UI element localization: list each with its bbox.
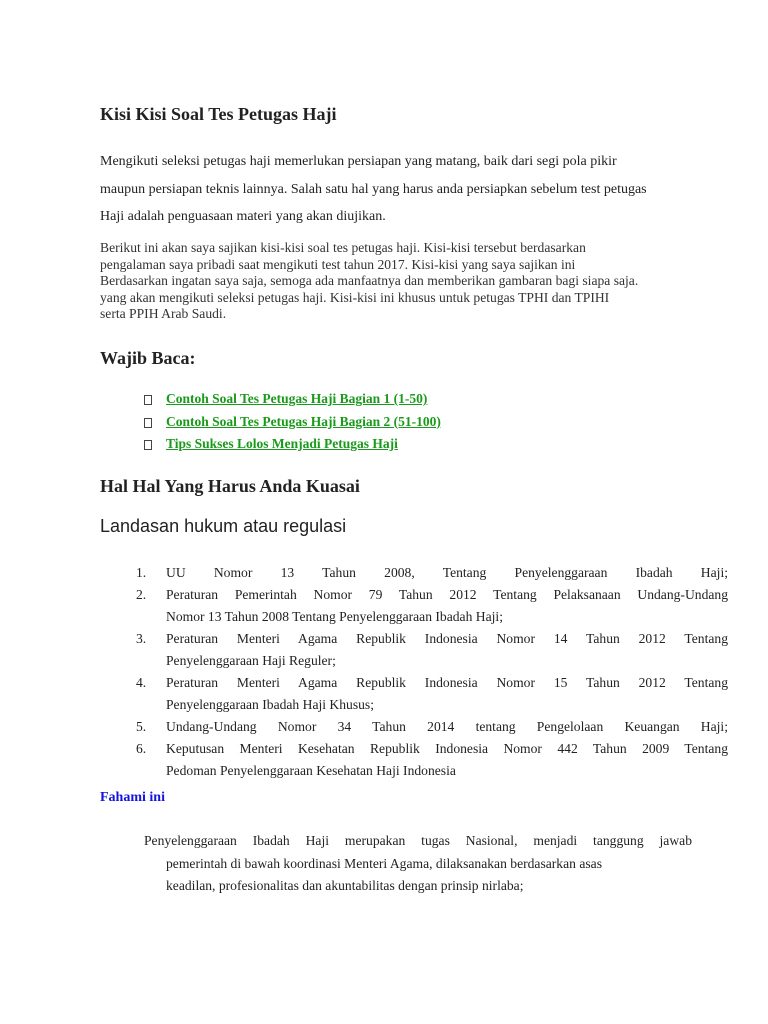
link-contoh-soal-bagian-2[interactable]: Contoh Soal Tes Petugas Haji Bagian 2 (51-100) <box>166 413 441 429</box>
wajib-baca-heading: Wajib Baca: <box>100 348 196 368</box>
intro-line: Haji adalah penguasaan materi yang akan diujikan. <box>100 209 386 224</box>
item-number: 2. <box>136 587 147 602</box>
description-paragraph <box>100 240 720 323</box>
fahami-label: Fahami ini <box>100 790 165 805</box>
list-item <box>144 388 441 411</box>
description-line: pengalaman saya pribadi saat mengikuti test tahun 2017. Kisi-kisi yang saya sajikan ini <box>100 256 576 272</box>
description-line: Berikut ini akan saya sajikan kisi-kisi soal tes petugas haji. Kisi-kisi tersebut berdasarkan <box>100 240 586 255</box>
penyelenggaraan-paragraph <box>144 830 692 898</box>
regulation-line: Penyelenggaraan Haji Reguler; <box>166 653 336 668</box>
intro-line: Mengikuti seleksi petugas haji memerlukan persiapan yang matang, baik dari segi pola pikir <box>100 154 617 169</box>
regulation-item <box>136 716 728 738</box>
regulation-item <box>136 562 728 584</box>
regulation-item <box>136 628 728 672</box>
link-tips-sukses[interactable]: Tips Sukses Lolos Menjadi Petugas Haji <box>166 436 398 452</box>
square-bullet-icon <box>144 440 152 450</box>
regulation-line: Undang-Undang Nomor 34 Tahun 2014 tentang Pengelolaan Keuangan Haji; <box>166 719 728 734</box>
list-item <box>144 433 441 456</box>
item-number: 1. <box>136 565 147 580</box>
description-line: yang akan mengikuti seleksi petugas haji. Kisi-kisi ini khusus untuk petugas TPHI dan TPIHI <box>100 289 610 305</box>
regulation-item <box>136 738 728 782</box>
description-line: serta PPIH Arab Saudi. <box>100 306 227 322</box>
description-line: Berdasarkan ingatan saya saja, semoga ada manfaatnya dan memberikan gambaran bagi siapa saja. <box>100 273 639 289</box>
item-number: 3. <box>136 631 147 646</box>
penyelenggaraan-line: pemerintah di bawah koordinasi Menteri Agama, dilaksanakan berdasarkan asas <box>166 855 602 871</box>
square-bullet-icon <box>144 418 152 428</box>
regulation-item <box>136 584 728 628</box>
regulation-line: Pedoman Penyelenggaraan Kesehatan Haji Indonesia <box>166 763 456 778</box>
wajib-baca-list <box>144 388 441 456</box>
regulation-line: Peraturan Menteri Agama Republik Indonesia Nomor 15 Tahun 2012 Tentang <box>166 675 728 690</box>
intro-line: maupun persiapan teknis lainnya. Salah satu hal yang harus anda persiapkan sebelum test petugas <box>100 181 647 197</box>
regulation-line: Penyelenggaraan Ibadah Haji Khusus; <box>166 697 374 712</box>
intro-paragraph <box>100 148 700 231</box>
item-number: 6. <box>136 741 147 756</box>
regulation-line: Peraturan Pemerintah Nomor 79 Tahun 2012 Tentang Pelaksanaan Undang-Undang <box>166 587 728 602</box>
penyelenggaraan-line: Penyelenggaraan Ibadah Haji merupakan tugas Nasional, menjadi tanggung jawab <box>144 833 692 848</box>
item-number: 4. <box>136 675 147 690</box>
regulation-line: UU Nomor 13 Tahun 2008, Tentang Penyelenggaraan Ibadah Haji; <box>166 565 728 580</box>
subheading-landasan-hukum: Landasan hukum atau regulasi <box>100 516 347 536</box>
square-bullet-icon <box>144 395 152 405</box>
section-heading: Hal Hal Yang Harus Anda Kuasai <box>100 476 360 496</box>
regulation-line: Keputusan Menteri Kesehatan Republik Indonesia Nomor 442 Tahun 2009 Tentang <box>166 741 728 756</box>
regulation-line: Nomor 13 Tahun 2008 Tentang Penyelenggaraan Ibadah Haji; <box>166 609 503 624</box>
penyelenggaraan-line: keadilan, profesionalitas dan akuntabilitas dengan prinsip nirlaba; <box>166 878 524 893</box>
regulation-item <box>136 672 728 716</box>
page-title: Kisi Kisi Soal Tes Petugas Haji <box>100 104 337 124</box>
item-number: 5. <box>136 719 147 734</box>
link-contoh-soal-bagian-1[interactable]: Contoh Soal Tes Petugas Haji Bagian 1 (1-50) <box>166 391 428 407</box>
regulation-list <box>136 562 728 782</box>
list-item <box>144 411 441 434</box>
regulation-line: Peraturan Menteri Agama Republik Indonesia Nomor 14 Tahun 2012 Tentang <box>166 631 728 646</box>
